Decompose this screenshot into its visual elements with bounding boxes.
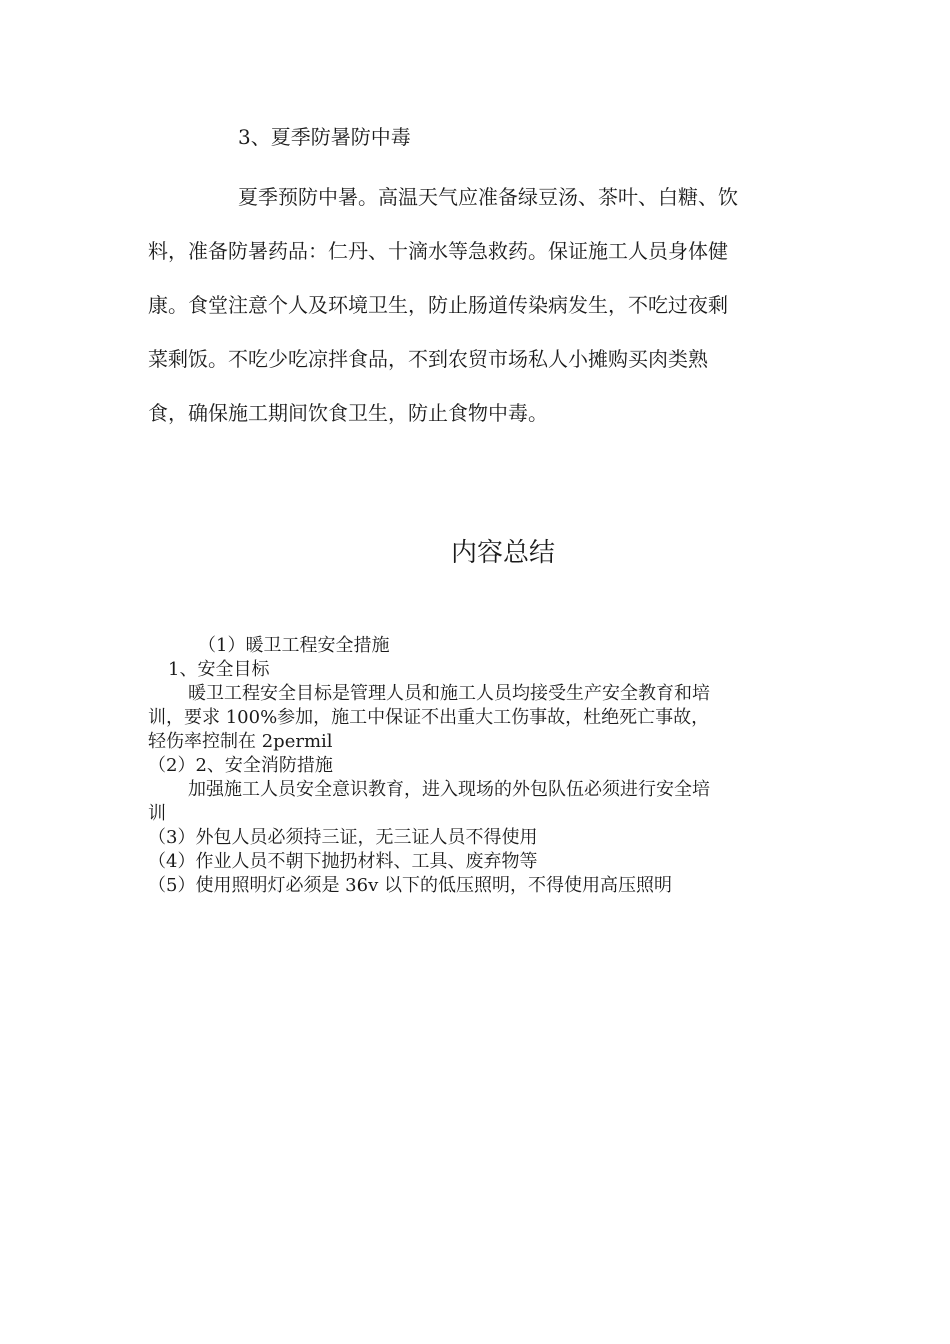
summary-line: （5）使用照明灯必须是 36v 以下的低压照明，不得使用高压照明 bbox=[148, 875, 672, 896]
summary-line: 暖卫工程安全目标是管理人员和施工人员均接受生产安全教育和培 bbox=[188, 683, 710, 704]
paragraph-line: 菜剩饭。不吃少吃凉拌食品，不到农贸市场私人小摊购买肉类熟 bbox=[148, 347, 708, 371]
summary-line: 轻伤率控制在 2permil bbox=[148, 731, 333, 752]
summary-content bbox=[148, 634, 808, 898]
summary-line: （1）暖卫工程安全措施 bbox=[198, 635, 390, 656]
summary-title: 内容总结 bbox=[450, 538, 555, 568]
summary-line: （2）2、安全消防措施 bbox=[148, 755, 333, 776]
section-heading: 3、夏季防暑防中毒 bbox=[238, 125, 411, 149]
section-summer-safety bbox=[148, 122, 800, 440]
paragraph-line: 夏季预防中暑。高温天气应准备绿豆汤、茶叶、白糖、饮 bbox=[238, 185, 738, 209]
paragraph-line: 食，确保施工期间饮食卫生，防止食物中毒。 bbox=[148, 401, 548, 425]
paragraph-line: 康。食堂注意个人及环境卫生，防止肠道传染病发生，不吃过夜剩 bbox=[148, 293, 728, 317]
summary-line: （3）外包人员必须持三证，无三证人员不得使用 bbox=[148, 827, 538, 848]
summary-line: 训 bbox=[148, 803, 166, 824]
summary-line: （4）作业人员不朝下抛扔材料、工具、废弃物等 bbox=[148, 851, 538, 872]
paragraph-line: 料，准备防暑药品：仁丹、十滴水等急救药。保证施工人员身体健 bbox=[148, 239, 728, 263]
summary-line: 加强施工人员安全意识教育，进入现场的外包队伍必须进行安全培 bbox=[188, 779, 710, 800]
summary-line: 训，要求 100%参加，施工中保证不出重大工伤事故，杜绝死亡事故， bbox=[148, 707, 710, 728]
section-paragraph bbox=[148, 170, 800, 440]
summary-line: 1、安全目标 bbox=[168, 659, 270, 680]
